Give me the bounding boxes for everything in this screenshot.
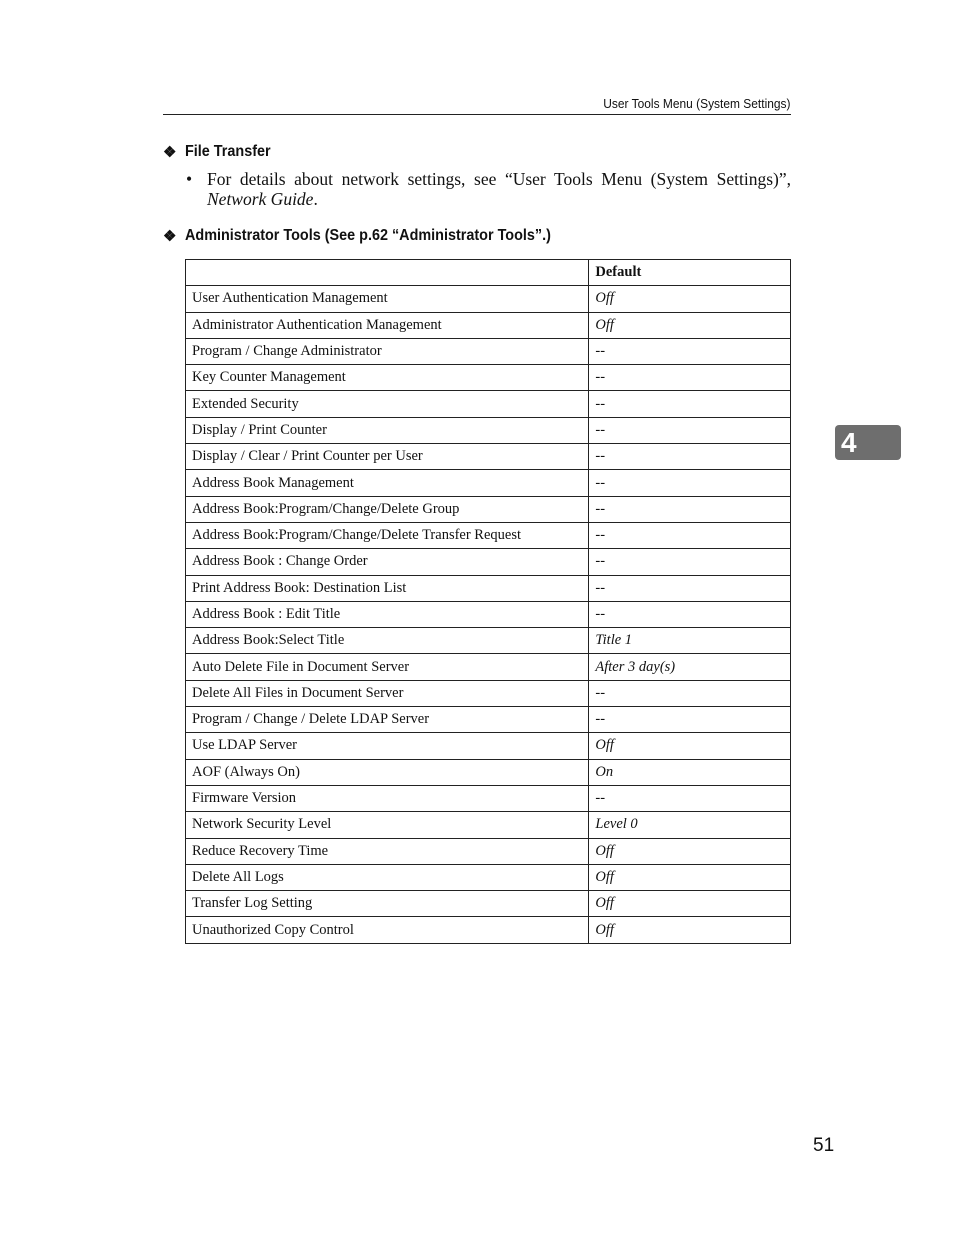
bullet-body: For details about network settings, see “User Tools Menu (System Settings)”, bbox=[207, 169, 791, 189]
setting-default: -- bbox=[589, 785, 791, 811]
setting-default: -- bbox=[589, 365, 791, 391]
setting-name: Auto Delete File in Document Server bbox=[186, 654, 589, 680]
table-body bbox=[186, 286, 791, 943]
section-heading-file-transfer bbox=[163, 143, 280, 161]
setting-name: Address Book : Change Order bbox=[186, 549, 589, 575]
setting-name: Transfer Log Setting bbox=[186, 891, 589, 917]
setting-name: AOF (Always On) bbox=[186, 759, 589, 785]
section-heading-administrator-tools bbox=[163, 227, 592, 245]
setting-default: -- bbox=[589, 601, 791, 627]
setting-name: Address Book:Select Title bbox=[186, 628, 589, 654]
setting-default: -- bbox=[589, 391, 791, 417]
table-row bbox=[186, 733, 791, 759]
setting-name: Delete All Files in Document Server bbox=[186, 680, 589, 706]
setting-default: Off bbox=[589, 838, 791, 864]
table-row bbox=[186, 812, 791, 838]
setting-default: -- bbox=[589, 444, 791, 470]
setting-default: -- bbox=[589, 575, 791, 601]
section-title: File Transfer bbox=[185, 143, 271, 160]
setting-default: On bbox=[589, 759, 791, 785]
setting-default: -- bbox=[589, 470, 791, 496]
setting-default: -- bbox=[589, 707, 791, 733]
table-row bbox=[186, 470, 791, 496]
table-row bbox=[186, 785, 791, 811]
diamond-bullet-icon: ❖ bbox=[163, 144, 177, 161]
bullet-item bbox=[186, 169, 791, 209]
setting-name: Network Security Level bbox=[186, 812, 589, 838]
setting-default: Off bbox=[589, 286, 791, 312]
table-row bbox=[186, 759, 791, 785]
setting-default: -- bbox=[589, 549, 791, 575]
table-row bbox=[186, 549, 791, 575]
setting-name: Key Counter Management bbox=[186, 365, 589, 391]
table-row bbox=[186, 707, 791, 733]
bullet-end: . bbox=[313, 189, 318, 209]
table-row bbox=[186, 365, 791, 391]
table-row bbox=[186, 286, 791, 312]
table-row bbox=[186, 654, 791, 680]
setting-name: Program / Change Administrator bbox=[186, 338, 589, 364]
setting-name: Address Book:Program/Change/Delete Transfer Request bbox=[186, 522, 589, 548]
setting-name: Address Book Management bbox=[186, 470, 589, 496]
bullet-text bbox=[207, 169, 791, 209]
setting-default: -- bbox=[589, 680, 791, 706]
setting-default: Level 0 bbox=[589, 812, 791, 838]
administrator-tools-table bbox=[185, 259, 791, 944]
diamond-bullet-icon: ❖ bbox=[163, 228, 177, 245]
setting-name: Program / Change / Delete LDAP Server bbox=[186, 707, 589, 733]
bullet-dot-icon: • bbox=[186, 169, 193, 189]
section-title: Administrator Tools (See p.62 “Administrator Tools”.) bbox=[185, 227, 551, 244]
table-row bbox=[186, 680, 791, 706]
setting-name: Display / Print Counter bbox=[186, 417, 589, 443]
chapter-tab: 4 bbox=[835, 425, 901, 460]
table-row bbox=[186, 891, 791, 917]
table-row bbox=[186, 338, 791, 364]
reference-link[interactable]: Network Guide bbox=[207, 189, 314, 209]
setting-name: User Authentication Management bbox=[186, 286, 589, 312]
setting-name: Address Book:Program/Change/Delete Group bbox=[186, 496, 589, 522]
setting-name: Firmware Version bbox=[186, 785, 589, 811]
setting-default: Off bbox=[589, 312, 791, 338]
table-row bbox=[186, 391, 791, 417]
table-row bbox=[186, 575, 791, 601]
setting-default: -- bbox=[589, 338, 791, 364]
setting-name: Administrator Authentication Management bbox=[186, 312, 589, 338]
table-row bbox=[186, 417, 791, 443]
table-row bbox=[186, 444, 791, 470]
setting-name: Print Address Book: Destination List bbox=[186, 575, 589, 601]
table-row bbox=[186, 601, 791, 627]
setting-default: -- bbox=[589, 417, 791, 443]
setting-default: -- bbox=[589, 496, 791, 522]
table-row bbox=[186, 838, 791, 864]
running-header: User Tools Menu (System Settings) bbox=[602, 96, 790, 111]
setting-default: Off bbox=[589, 917, 791, 943]
setting-name: Delete All Logs bbox=[186, 864, 589, 890]
header-divider bbox=[163, 114, 791, 115]
setting-default: Off bbox=[589, 891, 791, 917]
header-item bbox=[186, 260, 589, 286]
header-default: Default bbox=[589, 260, 791, 286]
setting-default: After 3 day(s) bbox=[589, 654, 791, 680]
setting-name: Extended Security bbox=[186, 391, 589, 417]
setting-name: Address Book : Edit Title bbox=[186, 601, 589, 627]
table-row bbox=[186, 522, 791, 548]
setting-default: -- bbox=[589, 522, 791, 548]
table-row bbox=[186, 496, 791, 522]
table-row bbox=[186, 917, 791, 943]
setting-name: Reduce Recovery Time bbox=[186, 838, 589, 864]
table-header-row bbox=[186, 260, 791, 286]
table-row bbox=[186, 312, 791, 338]
table-row bbox=[186, 628, 791, 654]
setting-name: Use LDAP Server bbox=[186, 733, 589, 759]
page-number: 51 bbox=[813, 1135, 835, 1156]
setting-default: Off bbox=[589, 733, 791, 759]
setting-name: Unauthorized Copy Control bbox=[186, 917, 589, 943]
table-row bbox=[186, 864, 791, 890]
setting-default: Title 1 bbox=[589, 628, 791, 654]
setting-name: Display / Clear / Print Counter per User bbox=[186, 444, 589, 470]
setting-default: Off bbox=[589, 864, 791, 890]
